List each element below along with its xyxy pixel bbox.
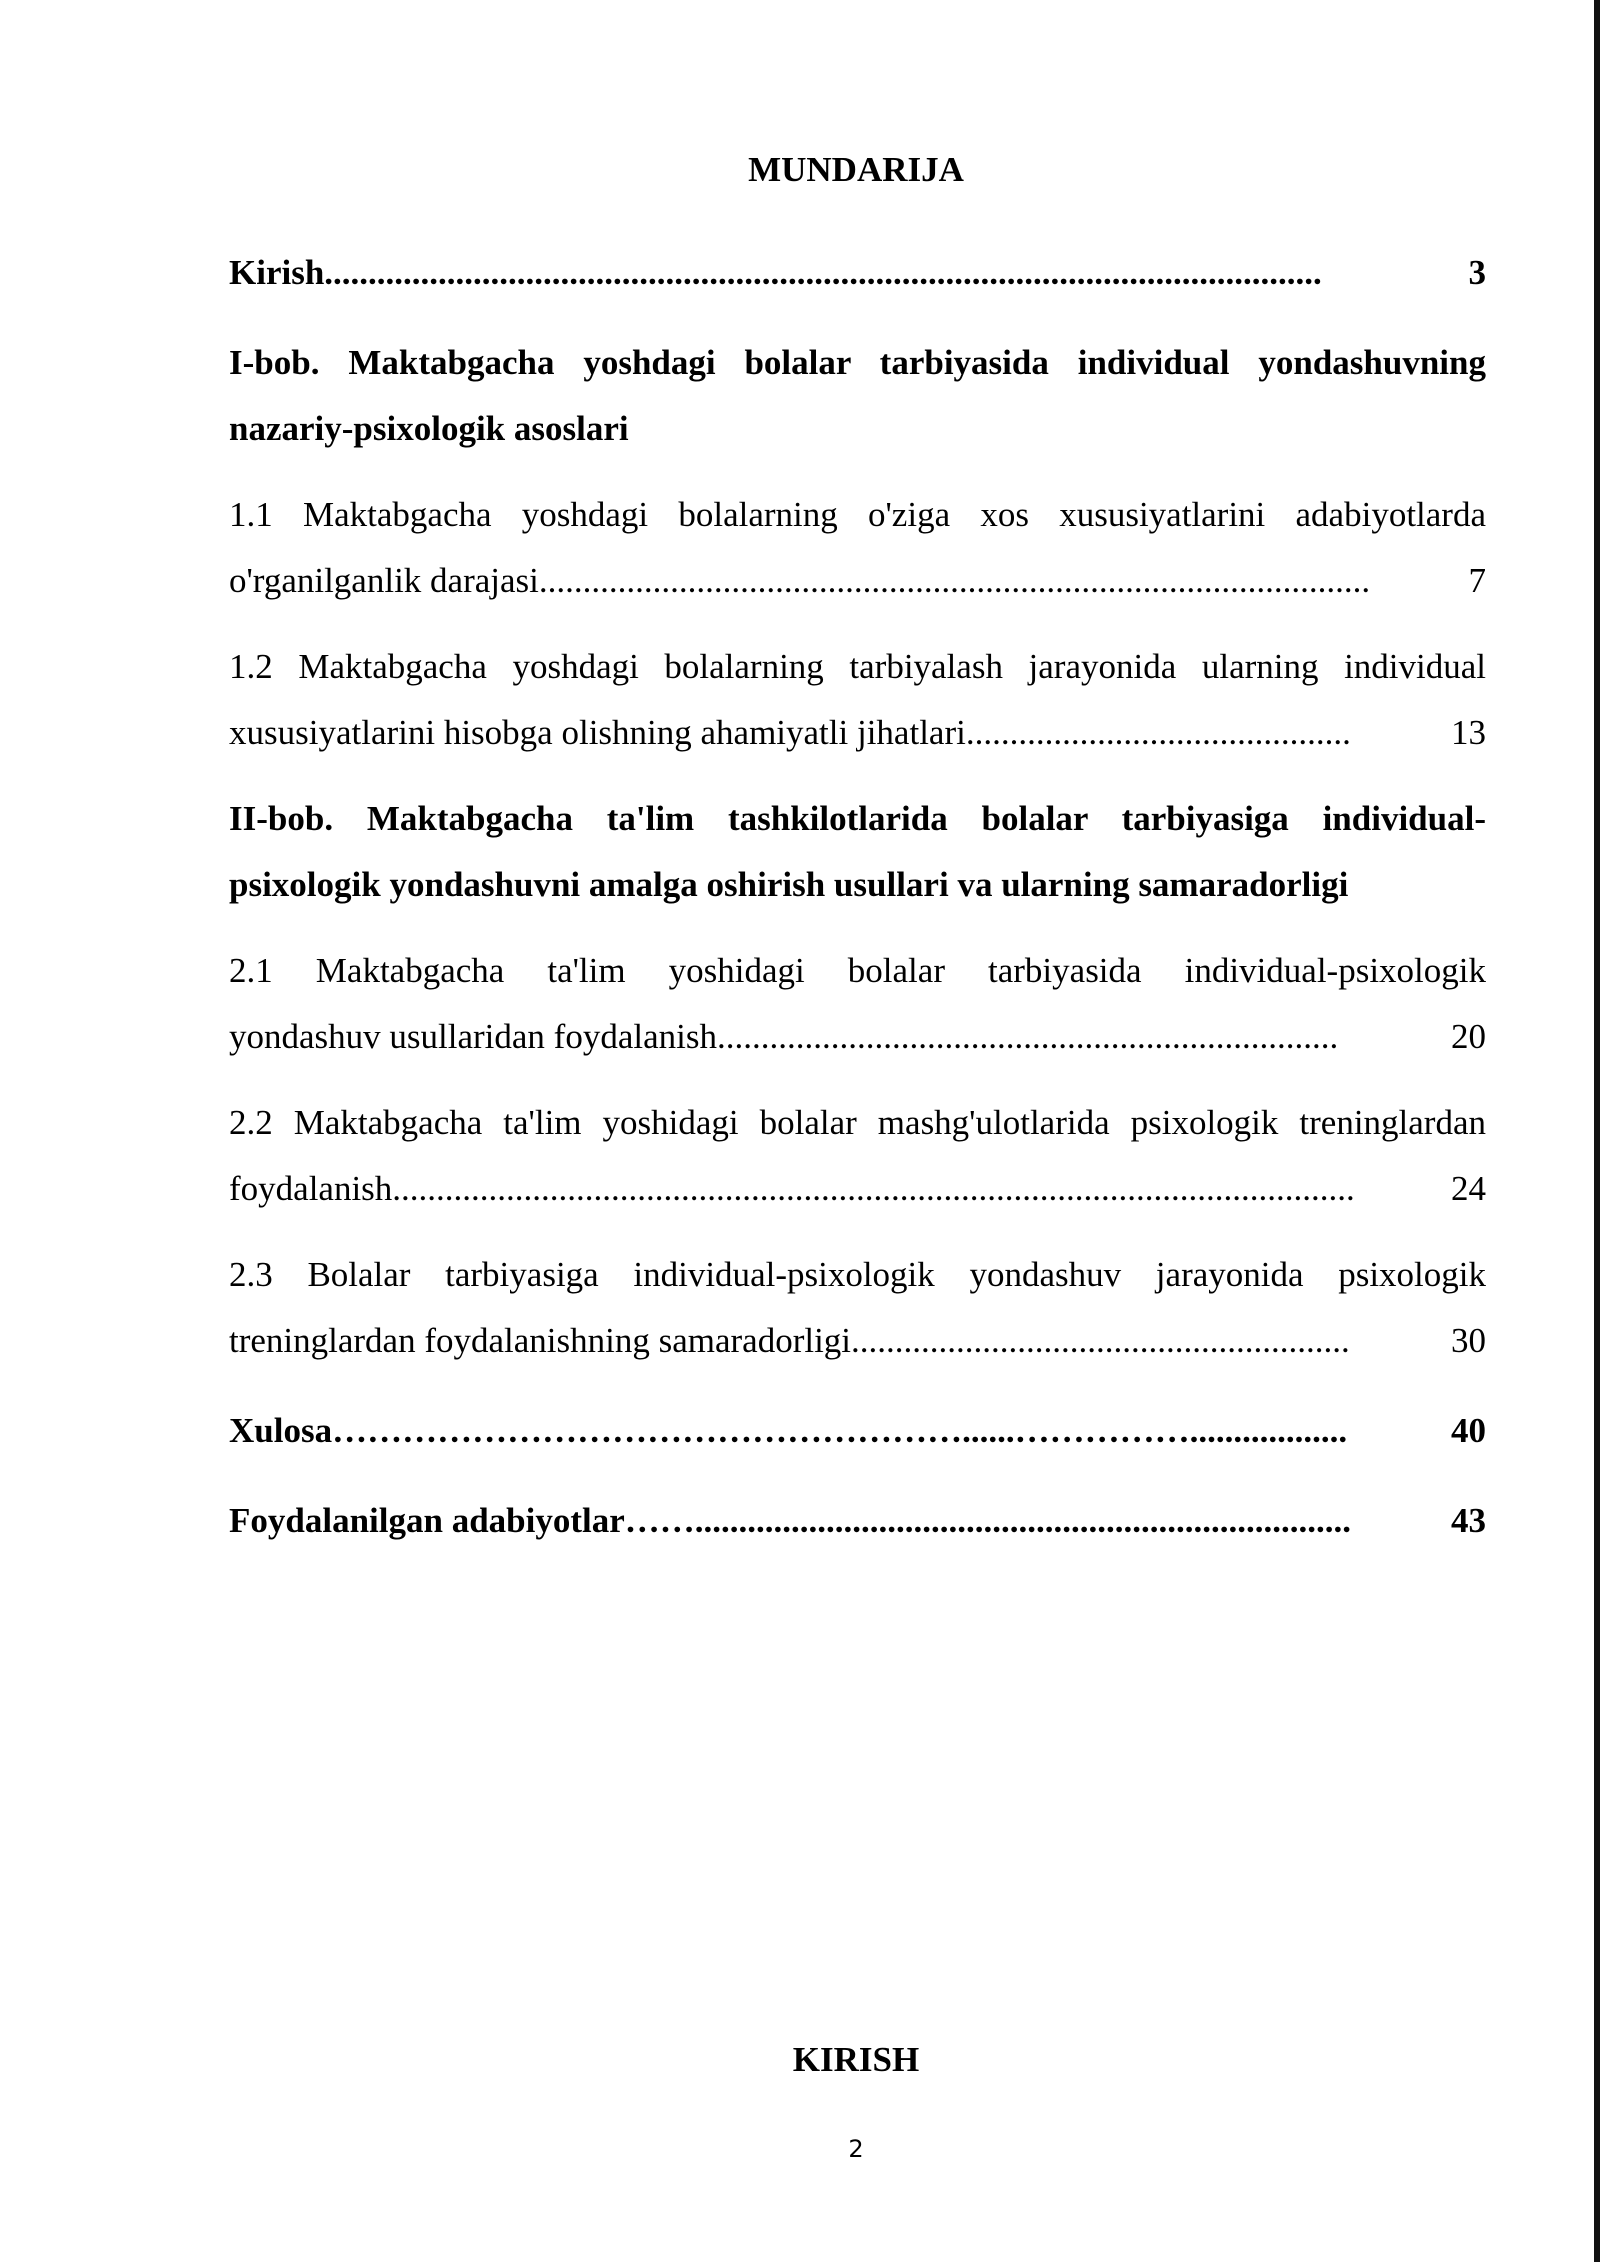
toc-entry-label: treninglardan foydalanishning samaradorligi	[229, 1321, 852, 1360]
page-edge-border	[1594, 0, 1600, 2262]
toc-entry-line	[229, 396, 1486, 462]
toc-page-number: 3	[1468, 253, 1486, 292]
toc-section-2-2[interactable]	[229, 1090, 1486, 1222]
toc-entry-xulosa[interactable]	[229, 1398, 1486, 1464]
toc-entry-line	[229, 700, 1486, 766]
toc-leader-dots: .......................................................................	[716, 1017, 1339, 1056]
toc-entry-label: xususiyatlarini hisobga olishning ahamiyatli jihatlari	[229, 713, 966, 752]
toc-page-number: 43	[1451, 1501, 1486, 1540]
toc-entry-line: 2.2 Maktabgacha ta'lim yoshidagi bolalar mashg'ulotlarida psixologik treninglardan	[229, 1103, 1486, 1142]
toc-entry-line	[229, 1004, 1486, 1070]
toc-entry-references[interactable]	[229, 1488, 1486, 1554]
toc-entry-line: 1.1 Maktabgacha yoshdagi bolalarning o'ziga xos xususiyatlarini adabiyotlarda	[229, 495, 1486, 534]
toc-page-number: 13	[1451, 713, 1486, 752]
toc-chapter-1[interactable]	[229, 330, 1486, 462]
toc-page-number: 30	[1451, 1321, 1486, 1360]
toc-entry-line: 2.1 Maktabgacha ta'lim yoshidagi bolalar tarbiyasida individual-psixologik	[229, 951, 1486, 990]
toc-entry-label: yondashuv usullaridan foydalanish	[229, 1017, 717, 1056]
toc-section-1-2[interactable]	[229, 634, 1486, 766]
toc-page-number: 7	[1468, 561, 1486, 600]
toc-leader-dots: ..................................................................................................................	[324, 253, 1322, 292]
toc-section-2-3[interactable]	[229, 1242, 1486, 1374]
toc-title: MUNDARIJA	[748, 150, 964, 189]
toc-section-2-1[interactable]	[229, 938, 1486, 1070]
toc-entry-line	[229, 1308, 1486, 1374]
toc-entry-kirish[interactable]	[229, 240, 1486, 306]
toc-leader-dots: .........................................................	[851, 1321, 1350, 1360]
toc-chapter-2[interactable]	[229, 786, 1486, 918]
toc-entry-label: psixologik yondashuvni amalga oshirish usullari va ularning samaradorligi	[229, 865, 1349, 904]
section-heading-kirish: KIRISH	[792, 2040, 920, 2079]
toc-entry-line: II-bob. Maktabgacha ta'lim tashkilotlarida bolalar tarbiyasiga individual-	[229, 799, 1486, 838]
toc-leader-dots: ……...........................................................................	[624, 1501, 1352, 1540]
table-of-contents	[229, 240, 1486, 1554]
toc-entry-line	[229, 852, 1486, 918]
toc-entry-label: foydalanish	[229, 1169, 393, 1208]
toc-entry-line: 1.2 Maktabgacha yoshdagi bolalarning tarbiyalash jarayonida ularning individual	[229, 647, 1486, 686]
page-number: 2	[848, 2135, 864, 2163]
toc-entry-label: o'rganilganlik darajasi	[229, 561, 539, 600]
toc-entry-line: 2.3 Bolalar tarbiyasiga individual-psixologik yondashuv jarayonida psixologik	[229, 1255, 1486, 1294]
toc-page-number: 20	[1451, 1017, 1486, 1056]
toc-entry-line	[229, 548, 1486, 614]
toc-entry-label: nazariy-psixologik asoslari	[229, 409, 629, 448]
toc-leader-dots: ...............................................................................................	[538, 561, 1371, 600]
toc-entry-label: Kirish	[229, 253, 325, 292]
toc-entry-line	[229, 1156, 1486, 1222]
toc-entry-line: I-bob. Maktabgacha yoshdagi bolalar tarbiyasida individual yondashuvning	[229, 343, 1486, 382]
toc-entry-label: Xulosa	[229, 1411, 333, 1450]
toc-page-number: 24	[1451, 1169, 1486, 1208]
toc-entry-label: Foydalanilgan adabiyotlar	[229, 1501, 625, 1540]
toc-section-1-1[interactable]	[229, 482, 1486, 614]
toc-page-number: 40	[1451, 1411, 1486, 1450]
toc-leader-dots: ..............................................................................................................	[392, 1169, 1355, 1208]
toc-leader-dots: ………………………………………………......……………..................	[332, 1411, 1348, 1450]
toc-leader-dots: ............................................	[965, 713, 1351, 752]
